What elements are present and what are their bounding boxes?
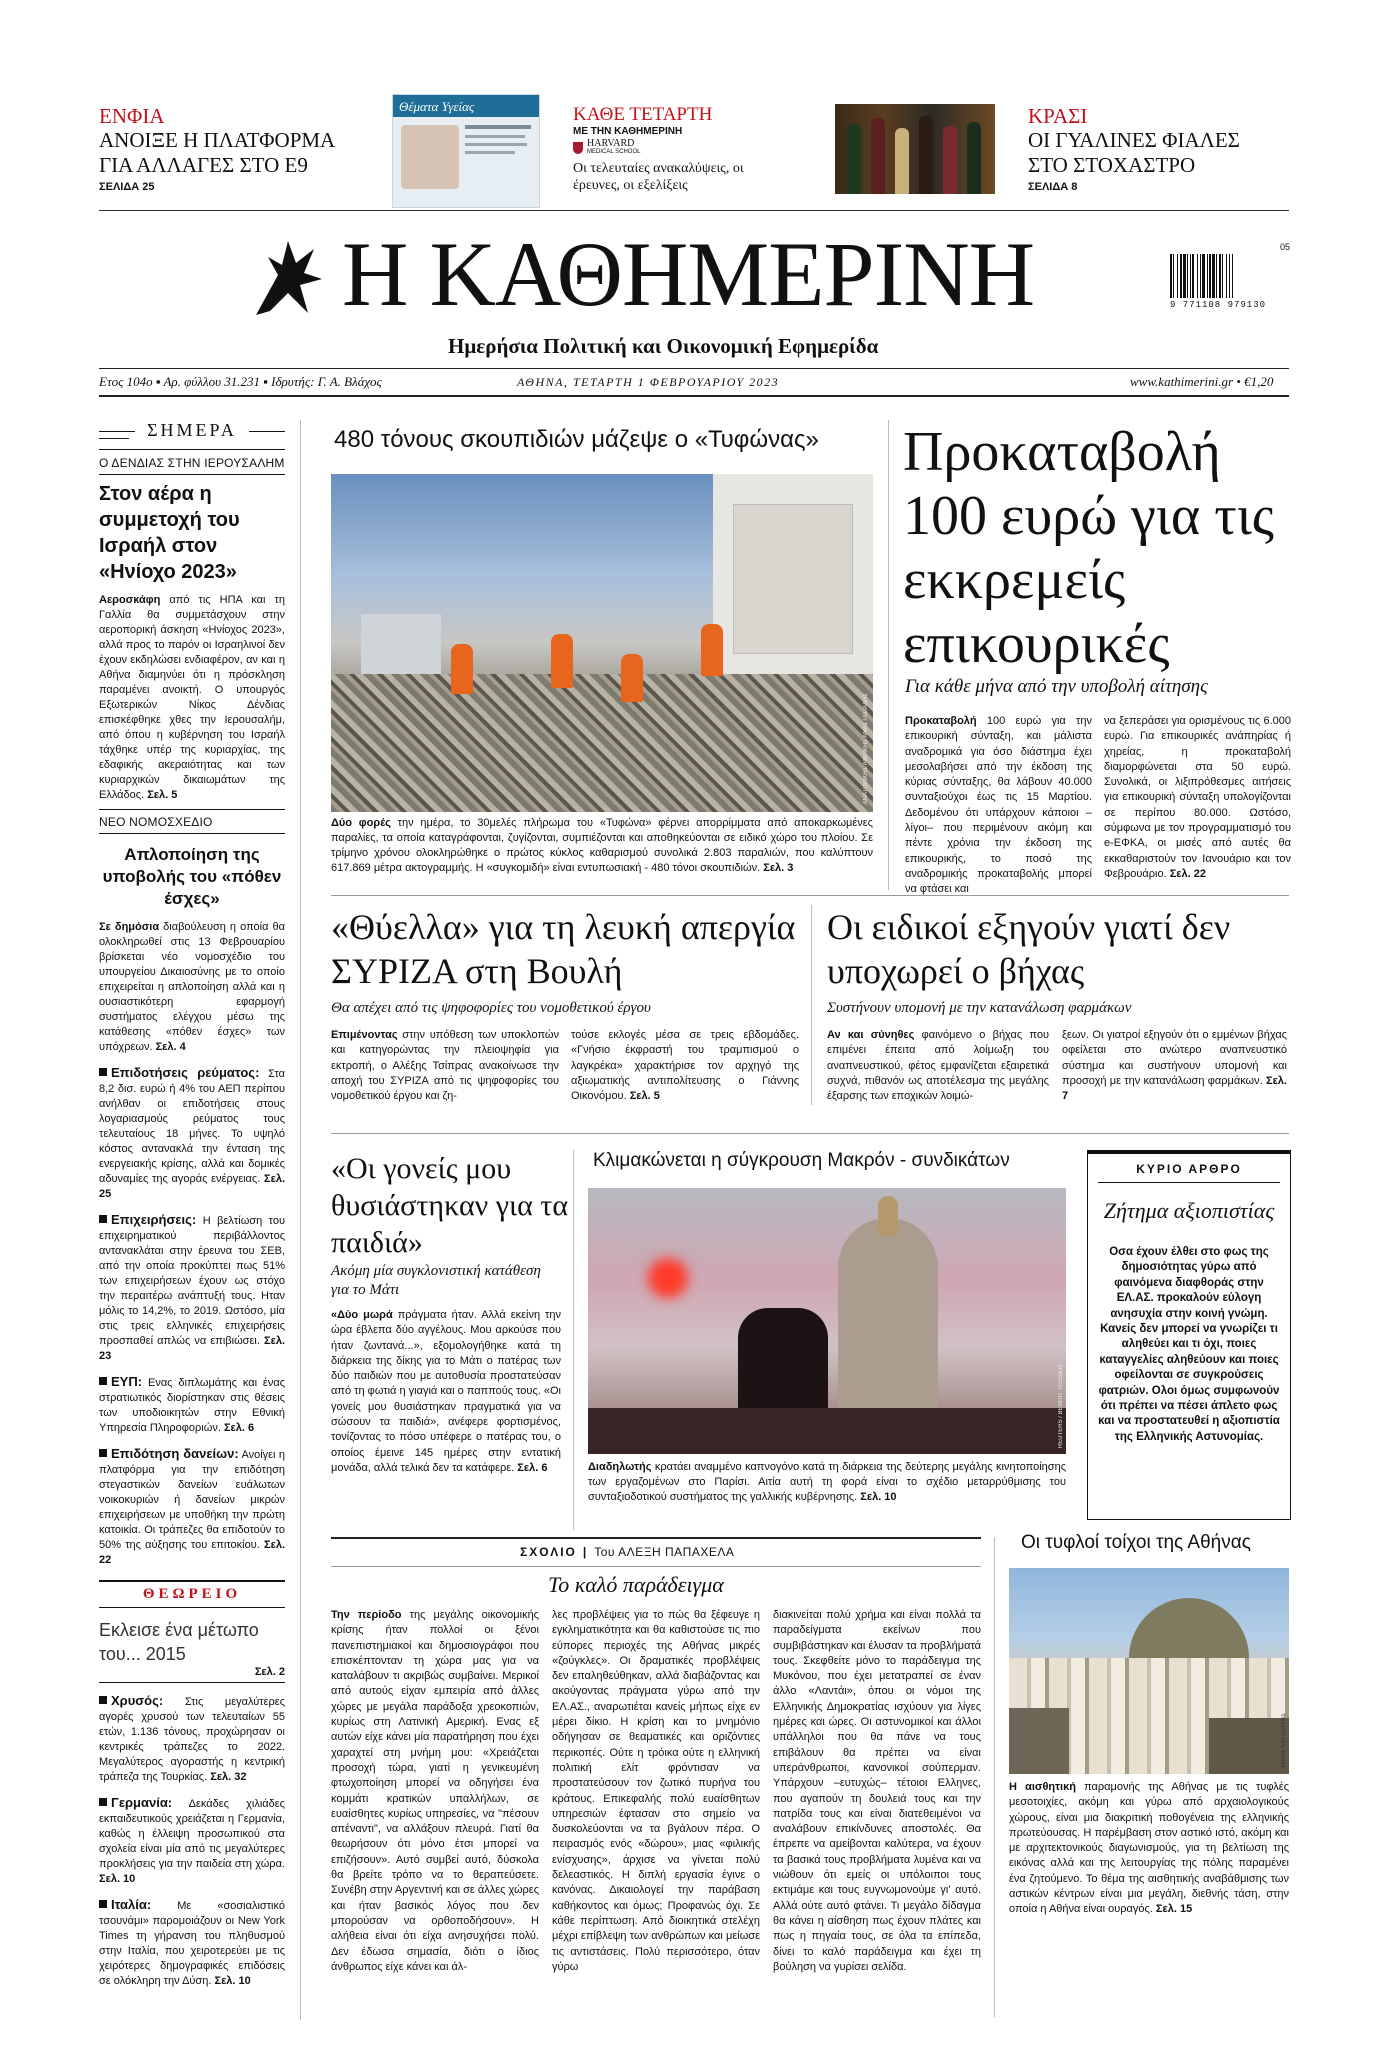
bullet-square-icon xyxy=(99,1696,107,1704)
bullet-square-icon xyxy=(99,1377,107,1385)
editorial-label: ΚΥΡΙΟ ΑΡΘΡΟ xyxy=(1136,1162,1242,1176)
cough-headline[interactable]: Οι ειδικοί εξηγούν γιατί δεν υποχωρεί ο βήχας xyxy=(827,907,1231,991)
parents-headline[interactable]: «Οι γονείς μου θυσιάστηκαν για τα παιδιά» xyxy=(331,1152,569,1259)
teaser-title: Οι τελευταίες ανακαλύψεις, οι έρευνες, οι εξελίξεις xyxy=(573,161,744,193)
bullet-square-icon xyxy=(99,1068,107,1076)
macron-headline[interactable]: Κλιμακώνεται η σύγκρουση Μακρόν - συνδικάτων xyxy=(593,1150,1010,1171)
barcode xyxy=(1170,242,1290,312)
bullet-square-icon xyxy=(99,1449,107,1457)
sidebar-kicker: ΝΕΟ ΝΟΜΟΣΧΕΔΙΟ xyxy=(99,815,213,829)
bullet-square-icon xyxy=(99,1798,107,1806)
lead-headline[interactable]: Προκαταβολή 100 ευρώ για τις εκκρεμείς επικουρικές xyxy=(903,421,1274,675)
sidebar-theoreio-ref: Σελ. 2 xyxy=(254,1666,285,1678)
masthead-title[interactable]: Η ΚΑΘΗΜΕΡΙΝΗ xyxy=(342,223,1035,325)
syriza-col1: Επιμένοντας στην υπόθεση των υποκλοπών και κατηγορώντας την πλειοψηφία για εκτροπή, ο Αλέξης Τσίπρας ανακοίνωσε την αποχή του ΣΥΡΙΖΑ από τις ψηφοφορίες του νομοθετικού έργου και ζη- xyxy=(331,1029,559,1103)
comment-col3: διακινείται πολύ χρήμα και είναι πολλά τα παραδείγματα εκείνων που συμβιβάστηκαν και έλυσαν τα προβλήματά τους. Σκεφθείτε μόνο το παράδειγμα της Μυκόνου, που έχει μετατραπεί σε έναν άλλο «Λαντάι», όπου οι νόμοι της Ελληνικής Δημοκρατίας ισχύουν για λίγες ημέρες και ώρες. Οι αστυνομικοί και άλλοι υπάλληλοι που θα πάνε να τους επιβάλουν θα πρέπει να είναι υπεράνθρωποι, κανονικοί σούπερμαν. Υπάρχουν –ευτυχώς– τέτοιοι Ελληνες, που αγαπούν τη δουλειά τους και την πατρίδα τους και είναι διατεθειμένοι να αναλάβουν επικίνδυνες αποστολές. Θα έπρεπε να αμείβονται καλύτερα, να έχουν τα βασικά τους προβλήματα λυμένα και να νιώθουν ότι εμείς οι υπόλοιποι τους εκτιμάμε και τους ευγνωμονούμε γι' αυτό. Αλλά ούτε αυτό φτάνει. Τι μεγάλο δίδαγμα θα κάνει η αίσθηση πως έχουν πλάτες και πως η πηγαία τους, σε όλα τα επίπεδα, δίνει το καλό παράδειγμα και έχει τη βούληση να γυρίσει σελίδα. xyxy=(773,1609,981,1973)
parents-subhead: Ακόμη μία συγκλονιστική κατάθεση για το Μάτι xyxy=(331,1263,541,1298)
sidebar-text-pothen: Σε δημόσια διαβούλευση η οποία θα ολοκληρωθεί στις 13 Φεβρουαρίου βρίσκεται νέο νομοσχέδιο του υπουργείου Δικαιοσύνης με το οποίο επιχειρείται η απλοποίηση αλλά και η ουσιαστικότερη εφαρμογή συστήματος ελέγχου μέσω της κατάθεσης «πόθεν έσχες» των υπόχρεων. Σελ. 4 xyxy=(99,921,285,1053)
info-right: www.kathimerini.gr • €1,20 xyxy=(1130,374,1274,389)
teaser-enfia[interactable] xyxy=(99,104,359,200)
lead-text-col1: Προκαταβολή 100 ευρώ για την επικουρική σύνταξη, και μάλιστα αναδρομικά για όσο διάστημα έχει μεσολαβήσει από την έκδοση της κύριας σύνταξης, θα λάβουν 40.000 συνταξιούχοι έως τις 15 Μαρτίου. Δεδομένου ότι υπάρχουν κάποιοι –λίγοι– που περιμένουν ακόμη και πέντε χρόνια την έκδοση της επικουρικής, το ποσό της αναδρομικής προκαταβολής μπορεί να φτάσει και xyxy=(905,715,1092,896)
comment-col1: Την περίοδο της μεγάλης οικονομικής κρίσης ήταν πολλοί οι ξένοι πανεπιστημιακοί και δημοσιογράφοι που επισκέπτονταν τη χώρα μας για να καταλάβουν τι ακριβώς συμβαίνει. Μερικοί από αυτούς είχαν εμπειρία από άλλες χώρες με μεγάλα παράδοξα χρεοκοπιών, κυρίως στη Λατινική Αμερική. Ενας εξ αυτών είχε κάνει μία παρατήρηση που έχει χαραχτεί στη μνήμη μου: «Χρειάζεται προσοχή τώρα, γιατί η γενικευμένη φτωχοποίηση μπορεί να οδηγήσει ένα κομμάτι κρατικών υπαλλήλων, σε ευαίσθητες κυρίως υπηρεσίες, να "πέσουν απέναντι", να αλλάξουν πλευρά. Γιατί θα θεωρήσουν ότι μόνο έτσι μπορεί να επιζήσουν». Αυτό συμβεί αυτό, δύσκολα θα βρείτε τρόπο να το θεραπεύσετε. Συνέβη στην Αργεντινή και σε άλλες χώρες και ήταν βασικός λόγος που δεν μπορούσαν να ορθοποδήσουν». Η αλήθεια είναι ότι είχα ανησυχήσει πολύ. Δεν έδωσα σημασία, διότι ο ίδιος άνθρωπος είχε κάνει και άλ- xyxy=(331,1609,540,1973)
parents-text: «Δύο μωρά πράγματα ήταν. Αλλά εκείνη την ώρα έβλεπα δύο αγγέλους. Μου αρκούσε που ήταν ζωντανά...», εξομολογήθηκε κατά τη διάρκεια της δίκης για το Μάτι ο πατέρας των δύο παιδιών που με αυτοθυσία προστατεύσαν από τη φωτιά η γιαγιά και ο παππούς τους. «Οι γονείς μου θυσιάστηκαν πραγματικά για να σώσουν τα παιδιά», ανέφερε φορτισμένος, τονίζοντας το πόσο υπέφερε ο πατέρας του, ο οποίος έμεινε 145 ημέρες στην εντατική μονάδα, αλλά τελικά δεν τα κατάφερε. Σελ. 6 xyxy=(331,1309,561,1474)
info-left: Ετος 104ο ▪ Αρ. φύλλου 31.231 ▪ Ιδρυτής: Γ. Α. Βλάχος xyxy=(99,374,382,389)
editorial-text: Οσα έχουν έλθει στο φως της δημοσιότητας γύρω από φαινόμενα διαφθοράς στην ΕΛ.ΑΣ. προκαλούν εύλογη ανησυχία στην κοινή γνώμη. Κανείς δεν μπορεί να γνωρίζει τι αληθεύει και τι όχι, ποιες καταγγελίες αληθεύουν και ποιες οφείλονται σε συγκρούσεις φατριών. Ολοι όμως συμφωνούν ότι πρέπει να πέσει άπλετο φως και να προστατευθεί η αξιοπιστία της Ελληνικής Αστυνομίας. xyxy=(1098,1246,1280,1443)
teaser-kicker: ΚΑΘΕ ΤΕΤΑΡΤΗ xyxy=(573,104,713,125)
sidebar-bullet: Επιδοτήσεις ρεύματος: Στα 8,2 δισ. ευρώ ή 4% του ΑΕΠ περίπου ανήλθαν οι επιδοτήσεις στους λογαριασμούς ρεύματος τους τελευταίους 18 μήνες. Το υψηλό κόστος αντανακλά την ένταση της ενεργειακής κρίσης, αλλά και δομικές αδυναμίες της αγοράς ενέργειας. Σελ. 25 xyxy=(99,1065,285,1200)
teaser-title: ΑΝΟΙΞΕ Η ΠΛΑΤΦΟΡΜΑ ΓΙΑ ΑΛΛΑΓΕΣ ΣΤΟ Ε9 xyxy=(99,128,335,177)
athens-headline[interactable]: Οι τυφλοί τοίχοι της Αθήνας xyxy=(1021,1532,1251,1553)
macron-photo xyxy=(588,1188,1066,1454)
masthead-subtitle: Ημερήσια Πολιτική και Οικονομική Εφημερίδα xyxy=(448,334,879,358)
athens-text: Η αισθητική παραμονής της Αθήνας με τις τυφλές μεσοτοιχίες, ακόμη και γύρω από αρχαιολογικούς χώρους, είναι μια διακριτική ποθογένεια της ελληνικής πρωτεύουσας. Η παρέμβαση στον αστικό ιστό, ακόμη και με αρχιτεκτονικούς διαγωνισμούς, για τη βελτίωση της εικόνας αλλά και της λειτουργίας της πόλης παραμένει ένα ζητούμενο. Το θέμα της αισθητικής αναβάθμισης των αστικών κέντρων είναι μια μεγάλη, διεθνής τάση, στην οποία η Αθήνα είναι ουραγός. Σελ. 15 xyxy=(1009,1781,1289,1916)
sidebar-today-label: ΣΗΜΕΡΑ xyxy=(147,420,237,440)
sidebar-bullet: ΕΥΠ: Ενας διπλωμάτης και ένας στρατιωτικός διορίστηκαν στις θέσεις των υποδιοικητών στην Εθνική Υπηρεσία Πληροφοριών. Σελ. 6 xyxy=(99,1374,285,1434)
barcode-number: 9 771108 979130 xyxy=(1170,300,1267,310)
sidebar-headline-israel[interactable]: Στον αέρα η συμμετοχή του Ισραήλ στον «Ηνίοχο 2023» xyxy=(99,483,240,583)
barcode-issue: 05 xyxy=(1279,242,1290,252)
typhon-photo xyxy=(331,474,873,812)
teaser-wine[interactable] xyxy=(1028,104,1288,200)
sidebar-headline-pothen[interactable]: Απλοποίηση της υποβολής του «πόθεν έσχες» xyxy=(102,845,282,908)
comment-col2: λες προβλέψεις για το πώς θα ξέφευγε η εγκληματικότητα και θα καθιστούσε τις πιο εύπορες περιοχές της Αθήνας μικρές «ζούγκλες». Οι δραματικές προβλέψεις δεν επαληθεύθηκαν, αλλά διαβάζοντας και ακούγοντας πράγματα γύρω από την ΕΛ.ΑΣ., αναρωτιέται κανείς μήπως είχε εν μέρει δίκιο. Η κρίση και το μνημόνιο οδήγησαν σε θεαματικές και οριζόντιες περικοπές. Ούτε η τρόικα ούτε η ελληνική πολιτική ελίτ φρόντισαν να προστατεύσουν τον ζωτικό πυρήνα του κράτους. Επικεφαλής πολύ ευαίσθητων υπηρεσιών έφτασαν στο σημείο να δυσκολεύονται να τα βγάλουν πέρα. Ο πειρασμός ενός «δώρου», μιας «φιλικής ενίσχυσης», άρχισε να γίνεται πολύ δελεαστικός. Η διπλή εργασία έγινε ο κανόνας. Δικαιολογεί την παράβαση καθήκοντος και όμως; Προφανώς όχι. Σε κάθε περίπτωση. Από διοικητικά στελέχη μέχρι επίβλεψη των ανθρώπων και μείωσε τις αντιστάσεις. Πολύ περισσότερο, όταν γύρω xyxy=(552,1609,760,1973)
teaser-title: ΟΙ ΓΥΑΛΙΝΕΣ ΦΙΑΛΕΣ ΣΤΟ ΣΤΟΧΑΣΤΡΟ xyxy=(1028,128,1240,177)
sidebar-bullet: Ιταλία: Με «σοσιαλιστικό τσουνάμι» παρομοιάζουν οι New York Times τη γήρανση του πληθυσμού στην Ιταλία, που χειροτερεύει με τις χειρότερες δημογραφικές επιδόσεις σε ολόκληρη την Δύση. Σελ. 10 xyxy=(99,1897,285,1987)
info-date: ΑΘΗΝΑ, ΤΕΤΑΡΤΗ 1 ΦΕΒΡΟΥΑΡΙΟΥ 2023 xyxy=(517,375,780,389)
typhon-caption: Δύο φορές την ημέρα, το 30μελές πλήρωμα του «Τυφώνα» φέρνει απορρίμματα από αποκαρκωμένες παραλίες, τα οποία καταγράφονται, ζυγίζονται, συμπιέζονται και αποθηκεύονται σε ειδικό χώρο του πλοίου. Σε τρίμηνο χρόνου ολοκληρώθηκε ο πρώτος κύκλος καθαρισμού συνολικά 2.803 παραλιών, που καλύπτουν 617.869 μέτρα ακτογραμμής. Η «συγκομιδή» είναι εντυπωσιακή - 480 τόνοι σκουπιδιών. Σελ. 3 xyxy=(331,817,873,874)
harvard-sublabel: MEDICAL SCHOOL xyxy=(587,149,641,155)
macron-caption: Διαδηλωτής κρατάει αναμμένο καπνογόνο κατά τη διάρκεια της δεύτερης μεγάλης κινητοποίησης των εργαζομένων στο Παρίσι. Αιτία αυτή τη φορά είναι το σχέδιο μεταρρύθμισης του συνταξιοδοτικού συστήματος της γαλλικής κυβέρνησης. Σελ. 10 xyxy=(588,1461,1066,1503)
sidebar-kicker: Ο ΔΕΝΔΙΑΣ ΣΤΗΝ ΙΕΡΟΥΣΑΛΗΜ xyxy=(99,456,285,470)
comment-label: ΣΧΟΛΙΟ | Του ΑΛΕΞΗ ΠΑΠΑΧΕΛΑ xyxy=(520,1545,735,1559)
griffin-logo-icon xyxy=(248,235,328,319)
editorial-box xyxy=(1087,1150,1291,1520)
teaser-wine-photo[interactable] xyxy=(835,104,995,194)
teaser-kicker: ΚΡΑΣΙ xyxy=(1028,104,1088,128)
bullet-square-icon xyxy=(99,1900,107,1908)
sidebar-bullet: Επιδότηση δανείων: Ανοίγει η πλατφόρμα για την επιδότηση στεγαστικών δανείων ευάλωτων νοικοκυριών ή δανείων μικρών επιχειρήσεων με υποθήκη την πρώτη κατοικία. Οι τράπεζες θα επιδοτούν το 50% της αύξησης του επιτοκίου. Σελ. 22 xyxy=(99,1446,285,1566)
photo-credit: REUTERS / BENOIT TESSIER xyxy=(1058,1364,1064,1448)
teaser-health-thumb[interactable] xyxy=(392,94,540,208)
cough-subhead: Συστήνουν υπομονή με την κατανάλωση φαρμάκων xyxy=(827,1000,1132,1016)
typhon-headline[interactable]: 480 τόνους σκουπιδιών μάζεψε ο «Τυφώνας» xyxy=(334,426,819,453)
lead-text-col2: να ξεπεράσει για ορισμένους τις 6.000 ευρώ. Για επικουρικές ανάπηρίας ή χηρείας, η προκαταβολή διαμορφώνεται στα 50 ευρώ. Συνολικά, οι λιξιπρόθεσμες αιτήσεις για επικουρική σύνταξη υπολογίζονται σε περίπου 80.000. Ωστόσο, σύμφωνα με τον προγραμματισμό του e-ΕΦΚΑ, οι μισές από αυτές θα εκκαθαριστούν τον Ιανουάριο και τον Φεβρουάριο. Σελ. 22 xyxy=(1104,715,1291,880)
sidebar-theoreio-label: ΘΕΩΡΕΙΟ xyxy=(142,1586,242,1602)
lead-subhead: Για κάθε μήνα από την υποβολή αίτησης xyxy=(905,676,1208,697)
cough-col1: Αν και σύνηθες φαινόμενο ο βήχας που επιμένει έπειτα από λοίμωξη του αναπνευστικού, φέτος εμφανίζεται εξαιρετικά συχνά, πιθανόν ως αποτέλεσμα της μεγάλης έξαρσης των εποχικών λοιμώ- xyxy=(827,1029,1049,1103)
harvard-label: HARVARD xyxy=(587,138,635,149)
sidebar xyxy=(99,420,285,2020)
teaser-subkicker: ΜΕ ΤΗΝ ΚΑΘΗΜΕΡΙΝΗ xyxy=(573,126,683,137)
thumb-title: Θέματα Υγείας xyxy=(399,99,475,114)
sidebar-text-israel: Αεροσκάφη από τις ΗΠΑ και τη Γαλλία θα συμμετάσχουν στην αεροπορική άσκηση «Ηνίοχος 2023», αλλά προς το παρόν οι Ισραηλινοί δεν έχουν εκδηλώσει ενδιαφέρον, αν και η Αθήνα διαμηνύει ότι η πρόσκληση παραμένει ανοικτή. Ο υπουργός Εξωτερικών Νίκος Δένδιας επισκέφθηκε χθες την Ιερουσαλήμ, από όπου η κυβέρνηση του Ισραήλ τάχθηκε υπέρ της κυριαρχίας, της εδαφικής ακεραιότητας και των κυριαρχικών δικαιωμάτων της Ελλάδος. Σελ. 5 xyxy=(99,594,285,801)
sidebar-bullet: Επιχειρήσεις: Η βελτίωση του επιχειρηματικού περιβάλλοντος αντανακλάται στην έρευνα του ΣΕΒ, από την οποία προκύπτει πως 51% των επιχειρήσεων έχουν ως στόχο την περαιτέρω ανάπτυξή τους. Ηταν μόλις το 14,2%, το 2019. Ωστόσο, μία στις τρεις ελληνικές επιχειρήσεις προσπαθεί απλώς να επιβιώσει. Σελ. 23 xyxy=(99,1212,285,1362)
comment-title[interactable]: Το καλό παράδειγμα xyxy=(548,1572,724,1597)
teaser-kicker: ΕΝΦΙΑ xyxy=(99,104,165,128)
sidebar-bullet: Γερμανία: Δεκάδες χιλιάδες εκπαιδευτικούς χρειάζεται η Γερμανία, καθώς η έλλειψη προσωπικού στα σχολεία είναι μία από τις μεγαλύτερες προκλήσεις για την παιδεία στη χώρα. Σελ. 10 xyxy=(99,1795,285,1885)
harvard-shield-icon xyxy=(573,142,583,154)
photo-credit: ΑΝΑΤΟΛΙΚΗΣ ΑΦΡΙΚΗΣ ΑΝΑΣΤΑΣΙΑΔΗΣ xyxy=(863,692,869,804)
teaser-page: ΣΕΛΙΔΑ 8 xyxy=(1028,181,1078,193)
photo-credit: ΝΙΚΟΣ ΚΑΤΣΟΥΡΑΣ xyxy=(1281,1713,1287,1768)
bullet-square-icon xyxy=(99,1215,107,1223)
athens-photo xyxy=(1009,1568,1289,1774)
cough-col2: ξεων. Οι γιατροί εξηγούν ότι ο εμμένων βήχας οφείλεται στο ανώτερο αναπνευστικό σύστημα και συστήνουν υπομονή και προσοχή με την κατανάλωση φαρμάκων. Σελ. 7 xyxy=(1062,1029,1287,1103)
sidebar-bullet: Χρυσός: Στις μεγαλύτερες αγορές χρυσού των τελευταίων 55 ετών, 1.136 τόνους, προχώρησαν οι κεντρικές τράπεζες το 2022. Μεγαλύτερος αγοραστής η κεντρική τράπεζα της Τουρκίας. Σελ. 32 xyxy=(99,1693,285,1783)
teaser-harvard[interactable] xyxy=(573,104,773,200)
syriza-col2: τούσε εκλογές μέσα σε τρεις εβδομάδες. «Γνήσιο έκφραστή του τραμπισμού ο λαγκρέκα» χαρακτήρισε τον αρχηγό της αξιωματικής αντιπολίτευσης ο Γιάννης Οικονόμου. Σελ. 5 xyxy=(571,1029,799,1103)
sidebar-theoreio-title[interactable]: Εκλεισε ένα μέτωπο του... 2015 xyxy=(99,1620,259,1664)
syriza-headline[interactable]: «Θύελλα» για τη λευκή απεργία ΣΥΡΙΖΑ στη Βουλή xyxy=(331,907,796,991)
editorial-title[interactable]: Ζήτημα αξιοπιστίας xyxy=(1103,1198,1275,1223)
teaser-page: ΣΕΛΙΔΑ 25 xyxy=(99,181,155,193)
syriza-subhead: Θα απέχει από τις ψηφοφορίες του νομοθετικού έργου xyxy=(331,1000,651,1016)
